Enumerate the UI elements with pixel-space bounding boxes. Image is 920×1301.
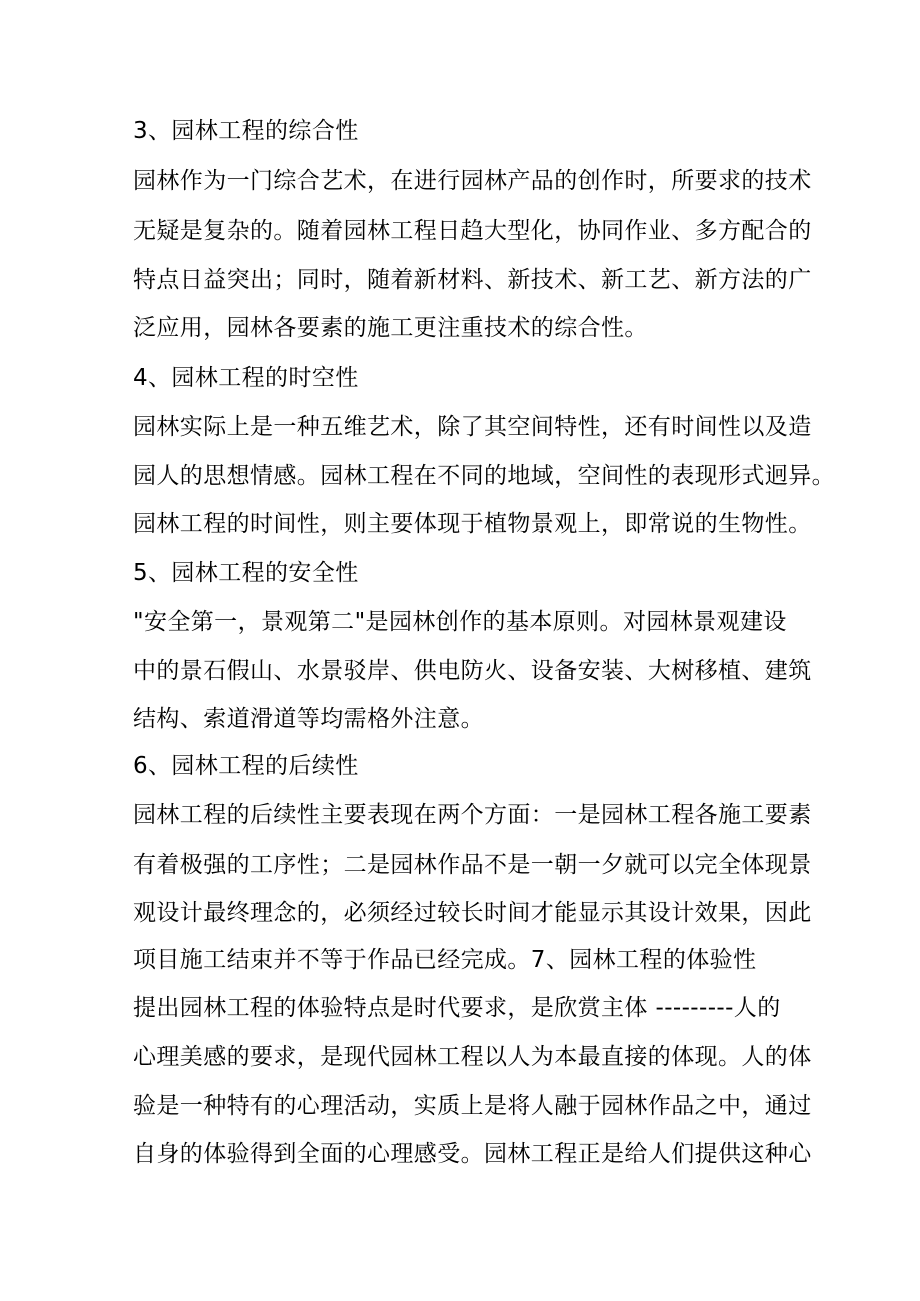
paragraph-line: 特点日益突出；同时，随着新材料、新技术、新工艺、新方法的广 [133, 267, 812, 293]
paragraph-line: 验是一种特有的心理活动，实质上是将人融于园林作品之中，通过 [133, 1093, 812, 1119]
heading-section-5: 5、园林工程的安全性 [133, 560, 359, 586]
paragraph-line: 园林工程的时间性，则主要体现于植物景观上，即常说的生物性。 [133, 511, 812, 537]
paragraph-line: 园林作为一门综合艺术，在进行园林产品的创作时，所要求的技术 [133, 168, 812, 194]
paragraph-line: 泛应用，园林各要素的施工更注重技术的综合性。 [133, 315, 648, 341]
paragraph-line: 有着极强的工序性；二是园林作品不是一朝一夕就可以完全体现景 [133, 852, 812, 878]
paragraph-line: 心理美感的要求，是现代园林工程以人为本最直接的体现。人的体 [133, 1044, 812, 1070]
heading-section-4: 4、园林工程的时空性 [133, 365, 359, 391]
paragraph-line: "安全第一，景观第二"是园林创作的基本原则。对园林景观建设 [133, 609, 787, 635]
paragraph-line: 结构、索道滑道等均需格外注意。 [133, 706, 484, 732]
paragraph-line: 中的景石假山、水景驳岸、供电防火、设备安装、大树移植、建筑 [133, 658, 812, 684]
heading-section-6: 6、园林工程的后续性 [133, 753, 359, 779]
paragraph-line-with-heading-7: 项目施工结束并不等于作品已经完成。7、园林工程的体验性 [133, 947, 757, 973]
paragraph-line: 园林工程的后续性主要表现在两个方面：一是园林工程各施工要素 [133, 802, 812, 828]
paragraph-line: 自身的体验得到全面的心理感受。园林工程正是给人们提供这种心 [133, 1141, 812, 1167]
paragraph-line: 观设计最终理念的，必须经过较长时间才能显示其设计效果，因此 [133, 900, 812, 926]
paragraph-line: 园林实际上是一种五维艺术，除了其空间特性，还有时间性以及造 [133, 414, 812, 440]
paragraph-line: 提出园林工程的体验特点是时代要求，是欣赏主体 ---------人的 [133, 995, 781, 1021]
heading-section-3: 3、园林工程的综合性 [133, 118, 359, 144]
paragraph-line: 园人的思想情感。园林工程在不同的地域，空间性的表现形式迥异。 [133, 463, 835, 489]
paragraph-line: 无疑是复杂的。随着园林工程日趋大型化，协同作业、多方配合的 [133, 218, 812, 244]
